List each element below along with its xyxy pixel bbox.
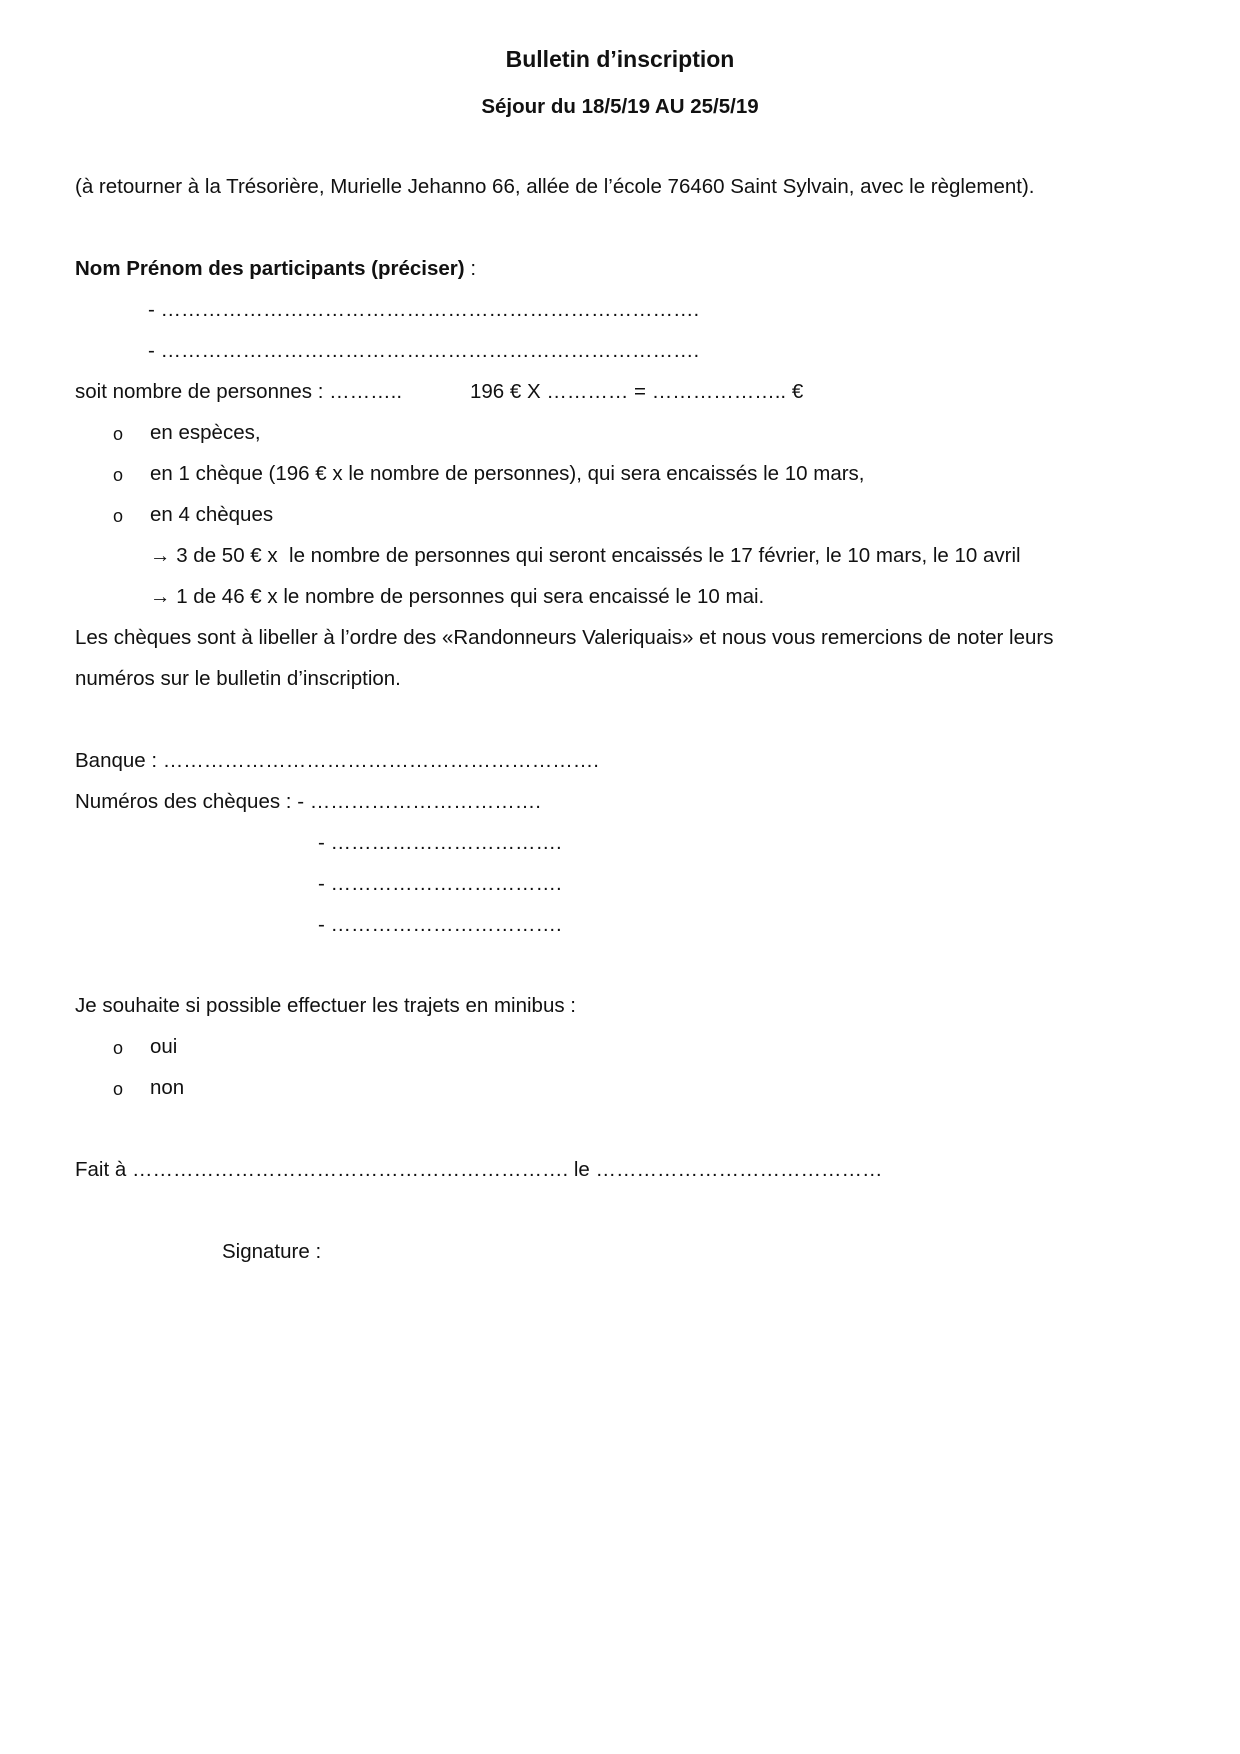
minibus-question: Je souhaite si possible effectuer les trajets en minibus : [75,994,576,1017]
minibus-option-no: non [150,1076,185,1099]
persons-count-line[interactable]: soit nombre de personnes : ……….. [75,380,403,403]
participants-label-text: Nom Prénom des participants (préciser) [75,257,465,280]
cheque-number-line-4[interactable]: - ……………………………. [318,913,562,936]
minibus-option-yes: oui [150,1035,178,1058]
bullet-circle[interactable]: o [113,465,124,485]
bank-field[interactable]: Banque : ………………………………………………………. [75,749,599,772]
payment-option-four-cheques: en 4 chèques [150,503,274,526]
participant-line-1[interactable]: - ……………………………………………………………………. [148,298,700,321]
form-title: Bulletin d’inscription [505,46,735,72]
cheque-number-line-2[interactable]: - ……………………………. [318,831,562,854]
bullet-circle[interactable]: o [113,506,124,526]
cheque-order-line-1: Les chèques sont à libeller à l’ordre des «Randonneurs Valeriquais» et nous vous remercions de noter leurs [75,626,1054,649]
participants-label [75,256,476,282]
bullet-circle[interactable]: o [113,424,124,444]
participant-line-2[interactable]: - ……………………………………………………………………. [148,339,700,362]
signature-label: Signature : [222,1240,322,1263]
cheque-numbers-field[interactable]: Numéros des chèques : - ……………………………. [75,790,541,813]
payment-option-cash: en espèces, [150,421,261,444]
price-formula[interactable]: 196 € X ………… = ……………….. € [470,380,804,403]
payment-option-one-cheque: en 1 chèque (196 € x le nombre de personnes), qui sera encaissés le 10 mars, [150,462,865,485]
stay-dates-subtitle: Séjour du 18/5/19 AU 25/5/19 [481,95,759,118]
place-date-field[interactable]: Fait à ………………………………………………………. le …………………………………… [75,1158,883,1181]
participants-label-colon: : [464,257,477,280]
cheque-detail-2: → 1 de 46 € x le nombre de personnes qui sera encaissé le 10 mai. [150,585,765,608]
cheque-order-line-2: numéros sur le bulletin d’inscription. [75,667,401,690]
bullet-circle[interactable]: o [113,1038,124,1058]
return-instructions: (à retourner à la Trésorière, Murielle Jehanno 66, allée de l’école 76460 Saint Sylvain, avec le règlement). [75,175,1035,198]
cheque-number-line-3[interactable]: - ……………………………. [318,872,562,895]
cheque-detail-1: → 3 de 50 € x le nombre de personnes qui seront encaissés le 17 février, le 10 mars, le 10 avril [150,544,1021,567]
bullet-circle[interactable]: o [113,1079,124,1099]
